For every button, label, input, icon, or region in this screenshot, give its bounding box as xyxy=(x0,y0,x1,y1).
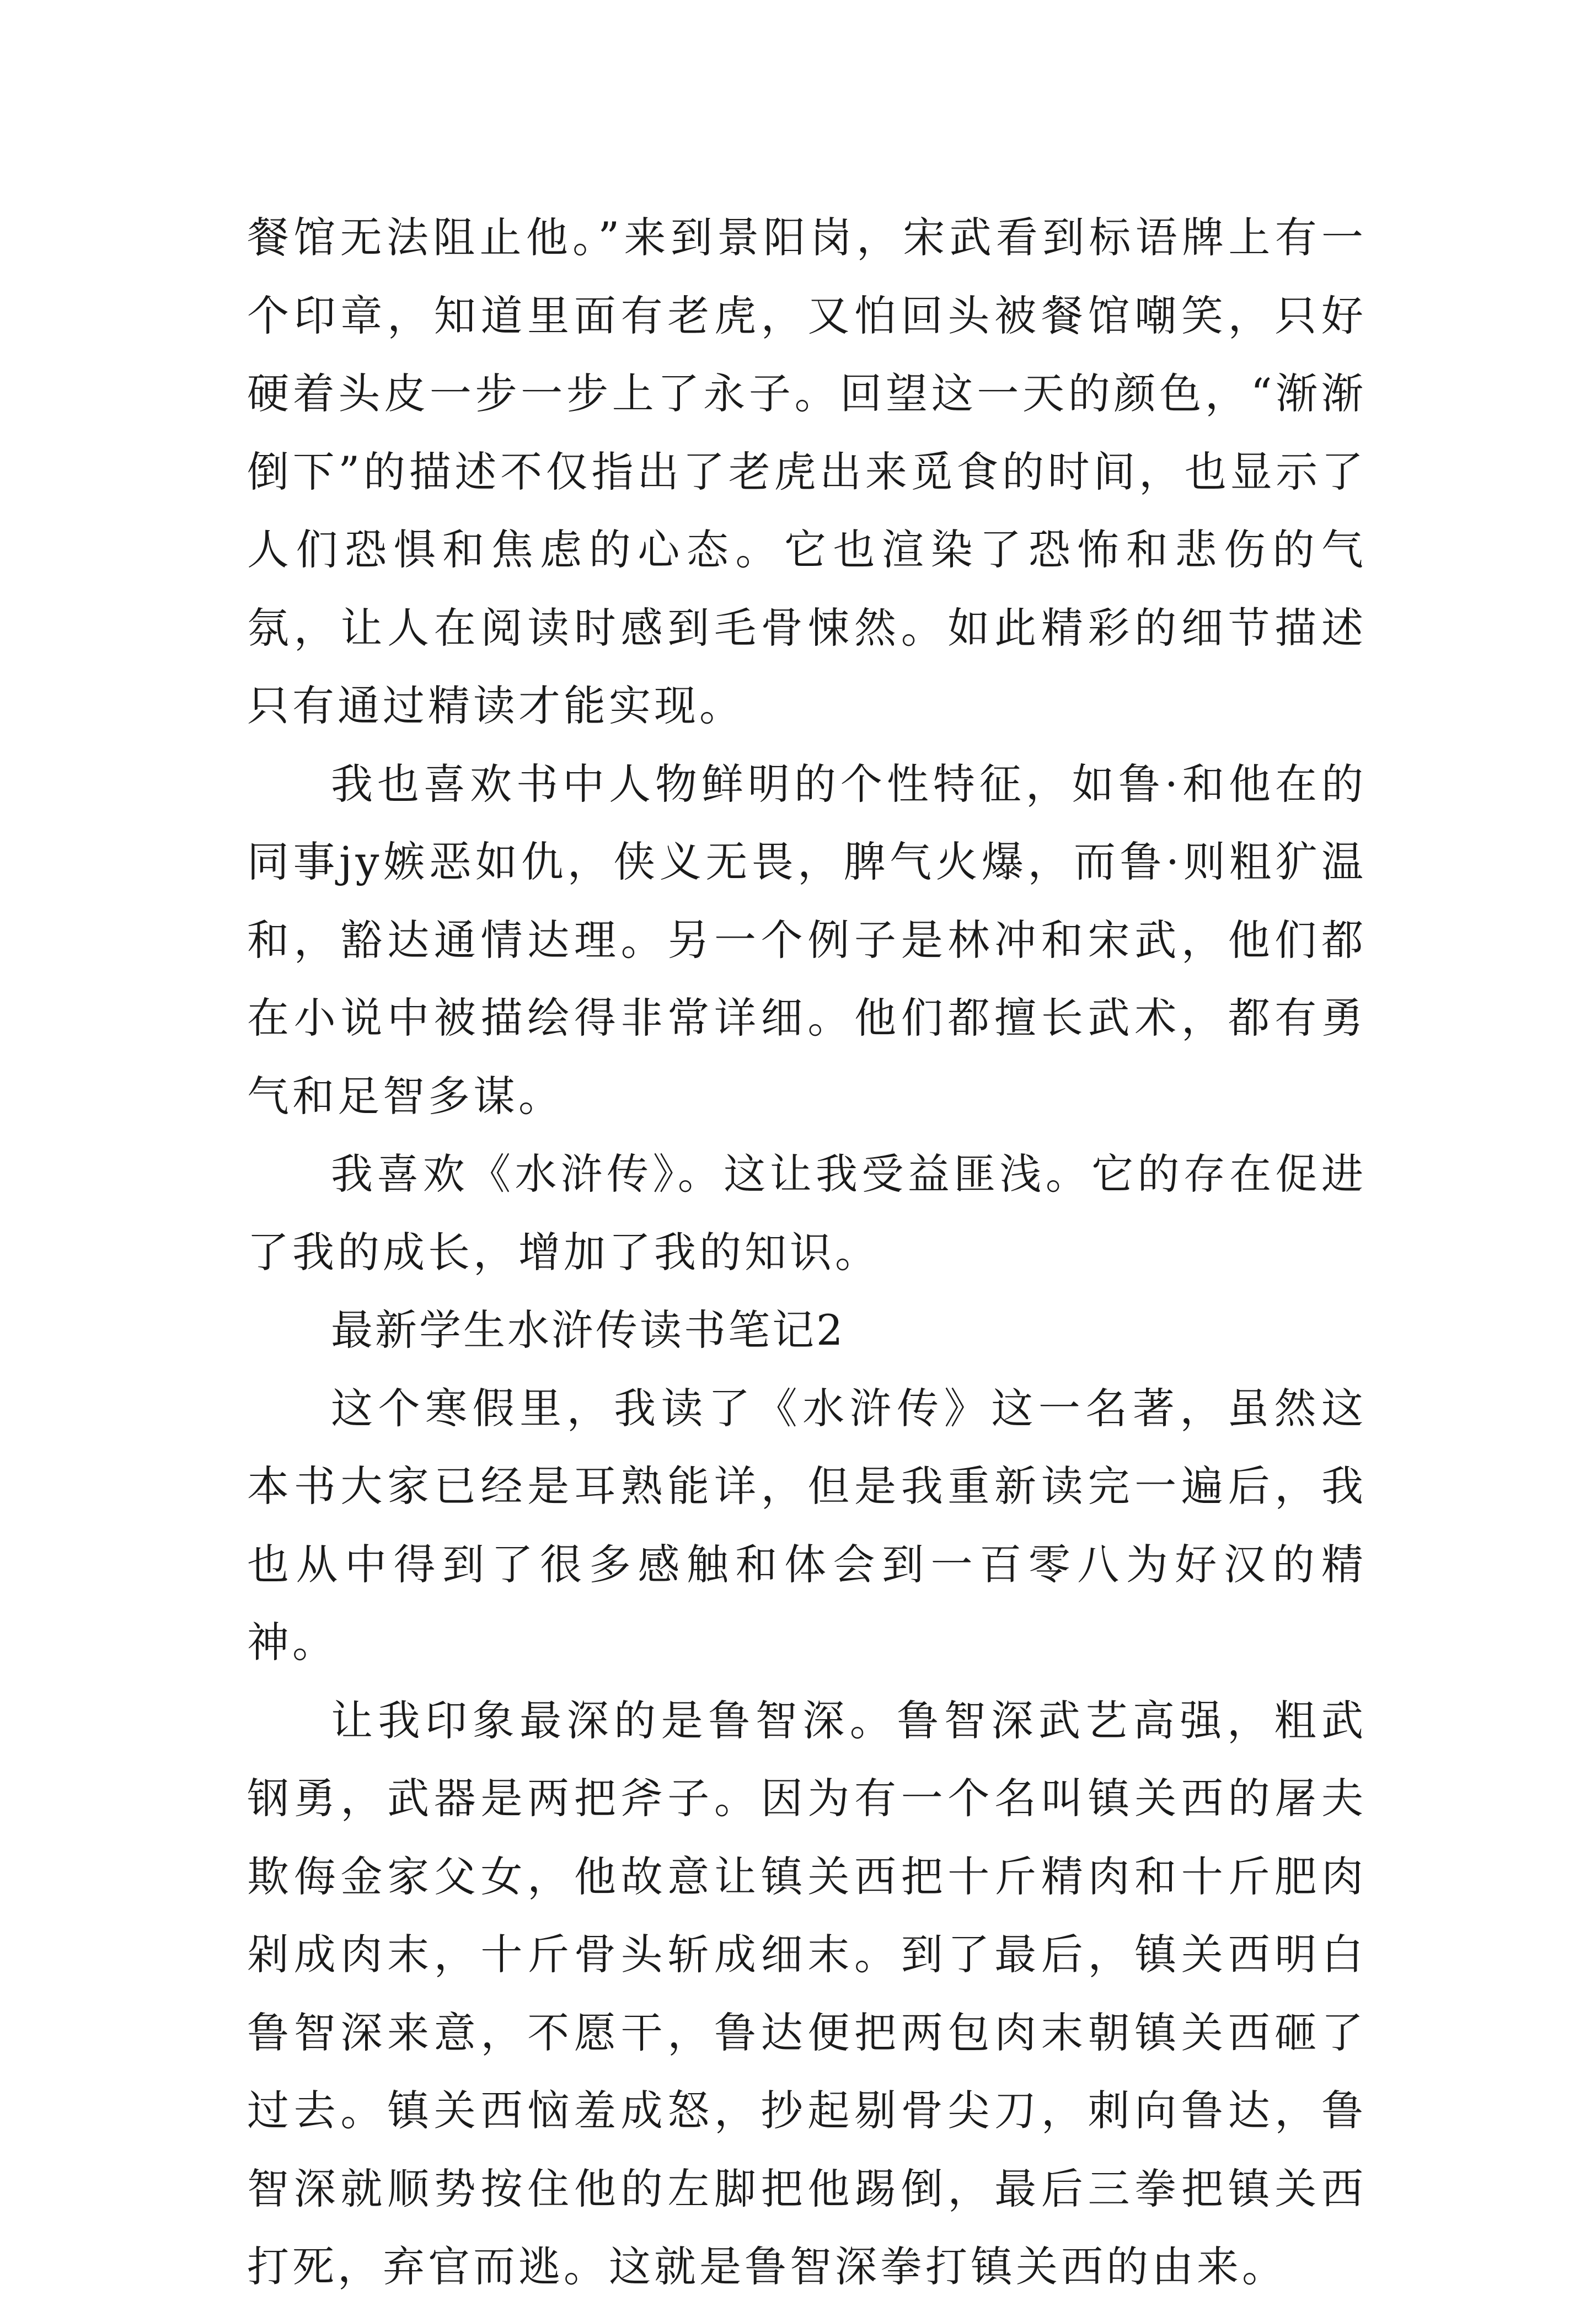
paragraph-continuation: 餐馆无法阻止他。”来到景阳岗，宋武看到标语牌上有一个印章，知道里面有老虎，又怕回头被餐馆嘲笑，只好硬着头皮一步一步上了永子。回望这一天的颜色，“渐渐倒下”的描述不仅指出了老虎出来觅食的时间，也显示了人们恐惧和焦虑的心态。它也渲染了恐怖和悲伤的气氛，让人在阅读时感到毛骨悚然。如此精彩的细节描述只有通过精读才能实现。 xyxy=(247,213,1367,730)
paragraph-conclusion: 我喜欢《水浒传》。这让我受益匪浅。它的存在促进了我的成长，增加了我的知识。 xyxy=(247,1149,1367,1277)
document-body xyxy=(247,199,1367,2306)
paragraph-intro: 这个寒假里，我读了《水浒传》这一名著，虽然这本书大家已经是耳熟能详，但是我重新读完一遍后，我也从中得到了很多感触和体会到一百零八为好汉的精神。 xyxy=(247,1383,1367,1667)
paragraph-characters: 我也喜欢书中人物鲜明的个性特征，如鲁·和他在的同事jy嫉恶如仇，侠义无畏，脾气火爆，而鲁·则粗犷温和，豁达通情达理。另一个例子是林冲和宋武，他们都在小说中被描绘得非常详细。他们都擅长武术，都有勇气和足智多谋。 xyxy=(247,759,1367,1121)
section-heading: 最新学生水浒传读书笔记2 xyxy=(331,1306,845,1355)
paragraph-lu-zhishen: 让我印象最深的是鲁智深。鲁智深武艺高强，粗武钢勇，武器是两把斧子。因为有一个名叫镇关西的屠夫欺侮金家父女，他故意让镇关西把十斤精肉和十斤肥肉剁成肉末，十斤骨头斩成细末。到了最后，镇关西明白鲁智深来意，不愿干，鲁达便把两包肉末朝镇关西砸了过去。镇关西恼羞成怒，抄起剔骨尖刀，刺向鲁达，鲁智深就顺势按住他的左脚把他踢倒，最后三拳把镇关西打死，弃官而逃。这就是鲁智深拳打镇关西的由来。 xyxy=(247,1695,1367,2291)
